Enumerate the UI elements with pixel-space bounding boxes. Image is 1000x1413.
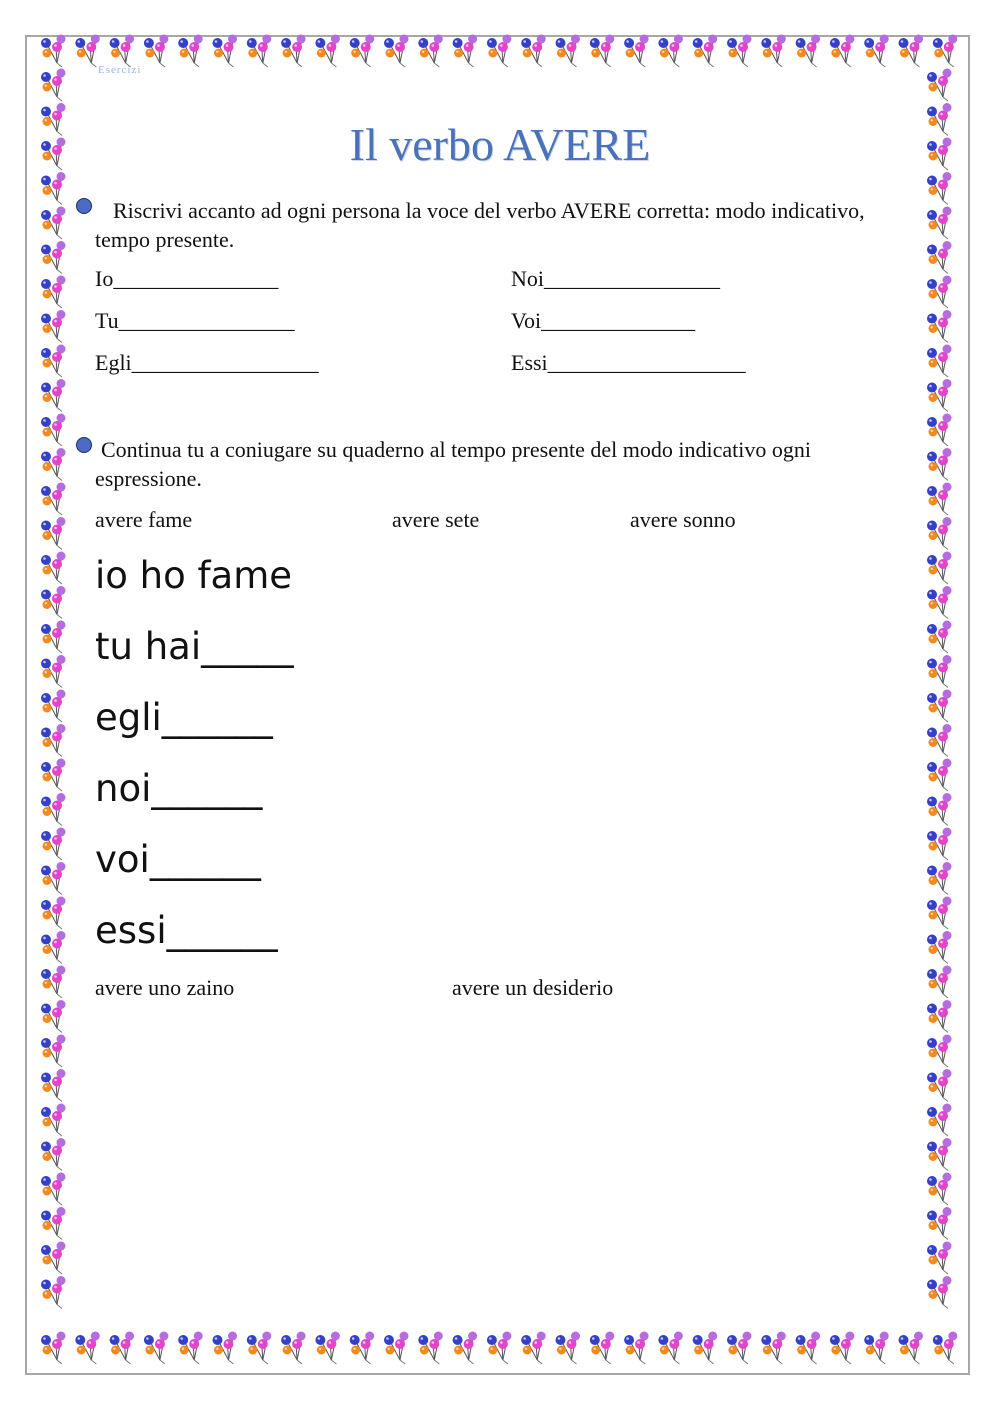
balloon-icon [41, 276, 66, 309]
balloon-icon [41, 1276, 66, 1309]
balloon-icon [41, 1173, 66, 1206]
balloon-icon [927, 448, 952, 481]
balloon-icon [927, 1276, 952, 1309]
balloon-icon [315, 1332, 340, 1365]
balloon-icon [41, 1207, 66, 1240]
balloon-icon [927, 172, 952, 205]
balloon-icon [521, 1332, 546, 1365]
balloon-icon [933, 35, 958, 68]
balloon-icon [927, 1069, 952, 1102]
page-title: Il verbo AVERE [349, 119, 651, 170]
balloon-icon [830, 35, 855, 68]
balloon-icon [41, 1000, 66, 1033]
header-mark: Esercizi [98, 64, 142, 76]
balloon-icon [927, 586, 952, 619]
expression-avere-sete: avere sete [392, 507, 480, 532]
balloon-icon [453, 1332, 478, 1365]
conjugation-line-voi: Voi______________ [511, 308, 696, 333]
balloon-icon [864, 35, 889, 68]
balloon-icon [41, 655, 66, 688]
balloon-icon [315, 35, 340, 68]
balloon-icon [624, 35, 649, 68]
balloon-icon [927, 483, 952, 516]
balloon-icon [927, 379, 952, 412]
balloon-icon [453, 35, 478, 68]
balloon-icon [41, 621, 66, 654]
balloon-icon [693, 35, 718, 68]
balloon-icon [487, 1332, 512, 1365]
balloon-icon [658, 1332, 683, 1365]
expression-avere-uno-zaino: avere uno zaino [95, 975, 235, 1000]
answer-noi: noi______ [95, 767, 263, 810]
balloon-icon [761, 35, 786, 68]
balloon-icon [75, 1332, 100, 1365]
balloon-icon [927, 1000, 952, 1033]
balloon-icon [41, 862, 66, 895]
balloon-icon [384, 35, 409, 68]
balloon-icon [927, 69, 952, 102]
balloon-icon [927, 931, 952, 964]
balloon-icon [41, 69, 66, 102]
instruction-2: Continua tu a coniugare su quaderno al tempo presente del modo indicativo ogni espressione. [95, 437, 811, 491]
balloon-icon [281, 1332, 306, 1365]
balloon-icon [899, 35, 924, 68]
balloon-icon [761, 1332, 786, 1365]
balloon-icon [927, 1104, 952, 1137]
balloon-icon [144, 35, 169, 68]
expression-avere-sonno: avere sonno [630, 507, 736, 532]
balloon-icon [41, 241, 66, 274]
balloon-icon [927, 724, 952, 757]
balloon-icon [418, 1332, 443, 1365]
balloon-icon [927, 1242, 952, 1275]
balloon-icon [590, 1332, 615, 1365]
answer-tu: tu hai_____ [95, 625, 294, 668]
balloon-icon [927, 690, 952, 723]
balloon-icon [927, 966, 952, 999]
balloon-icon [41, 1332, 66, 1365]
balloon-icon [927, 552, 952, 585]
balloon-icon [384, 1332, 409, 1365]
bullet-icon [76, 437, 92, 453]
balloon-icon [487, 35, 512, 68]
balloon-icon [41, 966, 66, 999]
balloon-icon [247, 35, 271, 68]
balloon-icon [41, 1104, 66, 1137]
conjugation-line-egli: Egli_________________ [95, 350, 319, 375]
balloon-icon [927, 517, 952, 550]
balloon-icon [927, 276, 952, 309]
balloon-icon [927, 310, 952, 343]
balloon-icon [927, 655, 952, 688]
balloon-icon [693, 1332, 718, 1365]
balloon-icon [830, 1332, 855, 1365]
balloon-icon [927, 345, 952, 378]
balloon-icon [41, 1035, 66, 1068]
balloon-icon [41, 552, 66, 585]
balloon-icon [418, 35, 443, 68]
balloon-icon [178, 35, 203, 68]
balloon-icon [590, 35, 615, 68]
balloon-icon [927, 897, 952, 930]
balloon-icon [41, 1069, 66, 1102]
balloon-icon [41, 379, 66, 412]
balloon-icon [927, 1035, 952, 1068]
balloon-icon [247, 1332, 271, 1365]
conjugation-line-noi: Noi________________ [511, 266, 720, 291]
instruction-1: Riscrivi accanto ad ogni persona la voce del verbo AVERE corretta: modo indicativo, tempo presente. [95, 198, 865, 252]
balloon-icon [41, 586, 66, 619]
balloon-icon [556, 1332, 581, 1365]
balloon-icon [927, 621, 952, 654]
balloon-icon [927, 759, 952, 792]
balloon-icon [927, 207, 952, 240]
balloon-icon [178, 1332, 203, 1365]
balloon-icon [144, 1332, 169, 1365]
balloon-icon [927, 828, 952, 861]
answer-essi: essi______ [95, 909, 278, 952]
balloon-icon [927, 793, 952, 826]
balloon-icon [41, 414, 66, 447]
balloon-icon [556, 35, 581, 68]
balloon-icon [41, 724, 66, 757]
balloon-icon [213, 35, 238, 68]
balloon-icon [110, 1332, 135, 1365]
balloon-icon [41, 759, 66, 792]
bullet-icon [76, 198, 92, 214]
conjugation-line-io: Io_______________ [95, 266, 279, 291]
balloon-icon [350, 35, 375, 68]
conjugation-line-tu: Tu________________ [95, 308, 295, 333]
balloon-icon [796, 1332, 821, 1365]
balloon-icon [41, 931, 66, 964]
balloon-icon [213, 1332, 238, 1365]
answer-io: io ho fame [95, 554, 293, 597]
balloon-icon [899, 1332, 924, 1365]
answer-egli: egli______ [95, 696, 273, 739]
balloon-icon [41, 483, 66, 516]
balloon-icon [927, 241, 952, 274]
balloon-icon [927, 1173, 952, 1206]
balloon-icon [727, 1332, 752, 1365]
balloon-icon [796, 35, 821, 68]
balloon-icon [350, 1332, 375, 1365]
balloon-icon [41, 310, 66, 343]
balloon-icon [41, 345, 66, 378]
balloon-icon [281, 35, 306, 68]
balloon-icon [624, 1332, 649, 1365]
balloon-icon [927, 1207, 952, 1240]
balloon-icon [658, 35, 683, 68]
answer-voi: voi______ [95, 838, 261, 881]
balloon-icon [75, 35, 100, 68]
balloon-icon [41, 172, 66, 205]
balloon-icon [927, 862, 952, 895]
expression-avere-fame: avere fame [95, 507, 193, 532]
balloon-icon [41, 793, 66, 826]
balloon-icon [864, 1332, 889, 1365]
balloon-icon [41, 1138, 66, 1171]
balloon-icon [41, 828, 66, 861]
balloon-icon [521, 35, 546, 68]
conjugation-line-essi: Essi__________________ [511, 350, 746, 375]
balloon-icon [41, 207, 66, 240]
balloon-icon [933, 1332, 958, 1365]
balloon-icon [110, 35, 135, 68]
balloon-icon [727, 35, 752, 68]
balloon-icon [41, 448, 66, 481]
balloon-icon [41, 1242, 66, 1275]
balloon-icon [41, 690, 66, 723]
expression-avere-un-desiderio: avere un desiderio [452, 975, 614, 1000]
balloon-icon [927, 414, 952, 447]
balloon-icon [41, 35, 66, 68]
balloon-icon [41, 897, 66, 930]
balloon-icon [41, 517, 66, 550]
balloon-icon [927, 1138, 952, 1171]
